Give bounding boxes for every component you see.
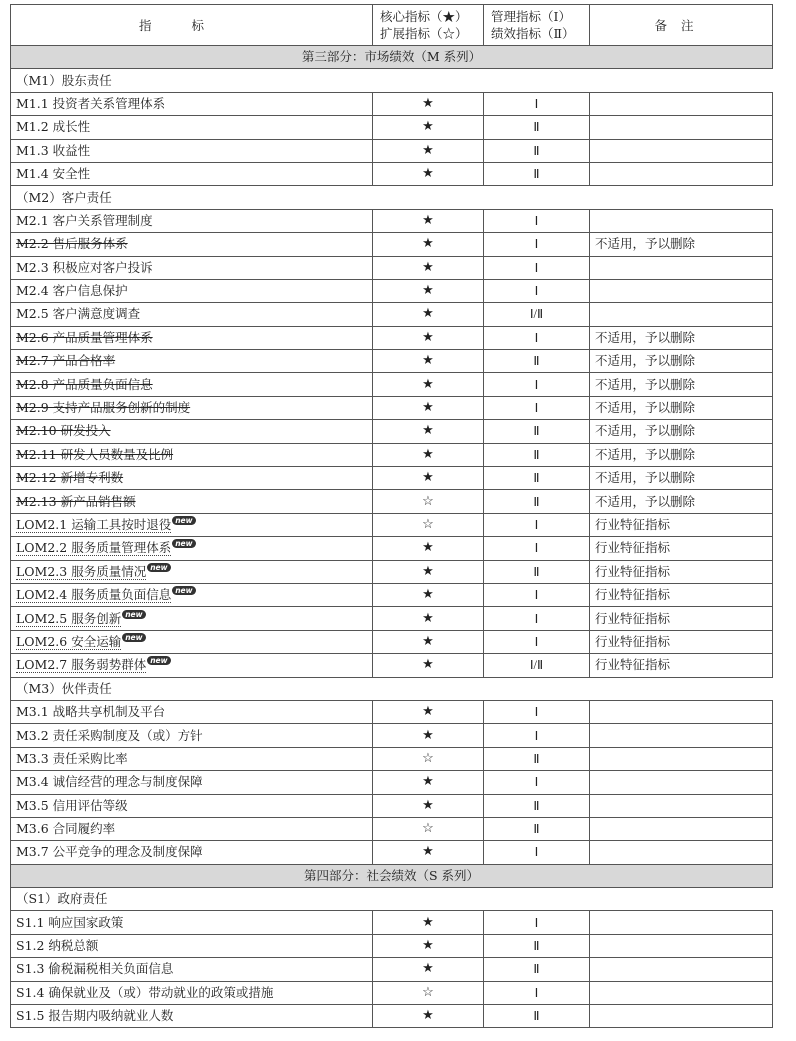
table-row bbox=[11, 817, 773, 840]
table-row bbox=[11, 303, 773, 326]
note-cell: 不适用，予以删除 bbox=[590, 467, 773, 490]
header-core-line1: 核心指标（★） bbox=[380, 9, 468, 24]
indicator-name: M2.11 研发人员数量及比例 bbox=[16, 446, 174, 462]
core-star-icon: ★ bbox=[373, 92, 484, 115]
note-cell bbox=[590, 209, 773, 232]
indicator-name: M3.1 战略共享机制及平台 bbox=[16, 704, 166, 720]
core-star-icon: ★ bbox=[373, 350, 484, 373]
indicator-cell bbox=[11, 326, 373, 349]
table-row bbox=[11, 490, 773, 513]
table-row bbox=[11, 583, 773, 606]
table-row bbox=[11, 630, 773, 653]
note-cell bbox=[590, 1005, 773, 1028]
note-cell: 行业特征指标 bbox=[590, 630, 773, 653]
table-row bbox=[11, 350, 773, 373]
indicator-cell bbox=[11, 911, 373, 934]
indicator-cell bbox=[11, 747, 373, 770]
core-star-icon: ★ bbox=[373, 841, 484, 864]
indicator-cell bbox=[11, 420, 373, 443]
note-cell: 不适用，予以删除 bbox=[590, 443, 773, 466]
note-cell bbox=[590, 934, 773, 957]
indicator-type: Ⅱ bbox=[484, 958, 590, 981]
indicator-type: Ⅰ bbox=[484, 396, 590, 419]
indicator-cell bbox=[11, 139, 373, 162]
table-header bbox=[11, 5, 773, 46]
indicator-name: LOM2.5 服务创新 bbox=[16, 610, 122, 626]
indicator-cell bbox=[11, 92, 373, 115]
core-star-icon: ★ bbox=[373, 958, 484, 981]
core-star-icon: ★ bbox=[373, 794, 484, 817]
indicator-type: Ⅱ bbox=[484, 794, 590, 817]
group-header-row bbox=[11, 69, 773, 92]
note-cell bbox=[590, 279, 773, 302]
indicator-table bbox=[10, 4, 773, 1028]
indicator-name: LOM2.3 服务质量情况 bbox=[16, 563, 147, 579]
new-badge-icon: new bbox=[172, 539, 195, 548]
indicator-name: M2.1 客户关系管理制度 bbox=[16, 212, 153, 228]
table-row bbox=[11, 724, 773, 747]
core-star-icon: ★ bbox=[373, 1005, 484, 1028]
indicator-name: S1.3 偷税漏税相关负面信息 bbox=[16, 961, 174, 977]
new-badge-icon: new bbox=[122, 610, 145, 619]
indicator-name: M3.7 公平竞争的理念及制度保障 bbox=[16, 844, 203, 860]
note-cell bbox=[590, 700, 773, 723]
core-star-icon: ★ bbox=[373, 139, 484, 162]
note-cell bbox=[590, 841, 773, 864]
header-type-line2: 绩效指标（Ⅱ） bbox=[491, 26, 575, 41]
group-header-row bbox=[11, 677, 773, 700]
indicator-name: M2.10 研发投入 bbox=[16, 423, 111, 439]
note-cell: 行业特征指标 bbox=[590, 607, 773, 630]
indicator-cell bbox=[11, 373, 373, 396]
indicator-name: M2.9 支持产品服务创新的制度 bbox=[16, 400, 191, 416]
indicator-name: M2.5 客户满意度调查 bbox=[16, 306, 141, 322]
note-cell: 不适用，予以删除 bbox=[590, 396, 773, 419]
core-star-icon: ★ bbox=[373, 700, 484, 723]
indicator-cell bbox=[11, 934, 373, 957]
new-badge-icon: new bbox=[147, 563, 170, 572]
core-star-icon: ★ bbox=[373, 233, 484, 256]
indicator-name: M2.4 客户信息保护 bbox=[16, 283, 128, 299]
extended-star-icon: ☆ bbox=[373, 817, 484, 840]
note-cell: 行业特征指标 bbox=[590, 513, 773, 536]
table-row bbox=[11, 162, 773, 185]
indicator-type: Ⅱ bbox=[484, 116, 590, 139]
table-row bbox=[11, 654, 773, 677]
indicator-name: S1.4 确保就业及（或）带动就业的政策或措施 bbox=[16, 984, 274, 1000]
indicator-type: Ⅰ bbox=[484, 513, 590, 536]
indicator-type: Ⅰ bbox=[484, 607, 590, 630]
indicator-type: Ⅰ/Ⅱ bbox=[484, 654, 590, 677]
extended-star-icon: ☆ bbox=[373, 747, 484, 770]
indicator-name: M3.4 诚信经营的理念与制度保障 bbox=[16, 774, 203, 790]
indicator-cell bbox=[11, 958, 373, 981]
indicator-name: M3.5 信用评估等级 bbox=[16, 797, 128, 813]
indicator-type: Ⅰ bbox=[484, 209, 590, 232]
header-management-performance bbox=[484, 5, 590, 46]
note-cell: 不适用，予以删除 bbox=[590, 420, 773, 443]
indicator-cell bbox=[11, 116, 373, 139]
section-header-row bbox=[11, 864, 773, 887]
indicator-type: Ⅱ bbox=[484, 747, 590, 770]
group-header-row bbox=[11, 888, 773, 911]
note-cell bbox=[590, 771, 773, 794]
core-star-icon: ★ bbox=[373, 630, 484, 653]
indicator-cell bbox=[11, 443, 373, 466]
table-body bbox=[11, 46, 773, 1028]
indicator-name: M3.2 责任采购制度及（或）方针 bbox=[16, 727, 203, 743]
note-cell bbox=[590, 747, 773, 770]
indicator-cell bbox=[11, 162, 373, 185]
indicator-cell bbox=[11, 794, 373, 817]
core-star-icon: ★ bbox=[373, 537, 484, 560]
indicator-name: LOM2.2 服务质量管理体系 bbox=[16, 540, 172, 556]
indicator-cell bbox=[11, 1005, 373, 1028]
core-star-icon: ★ bbox=[373, 607, 484, 630]
core-star-icon: ★ bbox=[373, 256, 484, 279]
core-star-icon: ★ bbox=[373, 420, 484, 443]
core-star-icon: ★ bbox=[373, 116, 484, 139]
indicator-cell bbox=[11, 256, 373, 279]
indicator-cell bbox=[11, 279, 373, 302]
indicator-type: Ⅰ bbox=[484, 233, 590, 256]
new-badge-icon: new bbox=[172, 516, 195, 525]
note-cell: 不适用，予以删除 bbox=[590, 373, 773, 396]
indicator-name: M1.4 安全性 bbox=[16, 166, 91, 182]
indicator-cell bbox=[11, 537, 373, 560]
indicator-name: LOM2.1 运输工具按时退役 bbox=[16, 517, 172, 532]
indicator-type: Ⅱ bbox=[484, 139, 590, 162]
core-star-icon: ★ bbox=[373, 654, 484, 677]
indicator-name: M2.8 产品质量负面信息 bbox=[16, 376, 153, 392]
table-row bbox=[11, 981, 773, 1004]
core-star-icon: ★ bbox=[373, 303, 484, 326]
table-row bbox=[11, 233, 773, 256]
indicator-type: Ⅱ bbox=[484, 443, 590, 466]
note-cell bbox=[590, 911, 773, 934]
indicator-type: Ⅰ bbox=[484, 841, 590, 864]
extended-star-icon: ☆ bbox=[373, 981, 484, 1004]
table-row bbox=[11, 747, 773, 770]
group-title: （M2）客户责任 bbox=[11, 186, 773, 209]
core-star-icon: ★ bbox=[373, 162, 484, 185]
indicator-cell bbox=[11, 724, 373, 747]
indicator-type: Ⅰ bbox=[484, 911, 590, 934]
new-badge-icon: new bbox=[172, 586, 195, 595]
indicator-cell bbox=[11, 607, 373, 630]
table-row bbox=[11, 116, 773, 139]
header-core-extended bbox=[373, 5, 484, 46]
indicator-type: Ⅰ bbox=[484, 326, 590, 349]
indicator-cell bbox=[11, 583, 373, 606]
header-indicator: 指标 bbox=[11, 5, 373, 46]
table-row bbox=[11, 326, 773, 349]
table-row bbox=[11, 841, 773, 864]
core-star-icon: ★ bbox=[373, 279, 484, 302]
core-star-icon: ★ bbox=[373, 209, 484, 232]
indicator-type: Ⅱ bbox=[484, 1005, 590, 1028]
indicator-type: Ⅰ bbox=[484, 981, 590, 1004]
indicator-cell bbox=[11, 209, 373, 232]
indicator-cell bbox=[11, 817, 373, 840]
core-star-icon: ★ bbox=[373, 934, 484, 957]
table-row bbox=[11, 607, 773, 630]
indicator-type: Ⅰ/Ⅱ bbox=[484, 303, 590, 326]
table-row bbox=[11, 513, 773, 536]
table-row bbox=[11, 700, 773, 723]
table-row bbox=[11, 467, 773, 490]
indicator-cell bbox=[11, 303, 373, 326]
group-title: （M1）股东责任 bbox=[11, 69, 773, 92]
core-star-icon: ★ bbox=[373, 771, 484, 794]
note-cell: 行业特征指标 bbox=[590, 560, 773, 583]
indicator-type: Ⅱ bbox=[484, 420, 590, 443]
note-cell: 行业特征指标 bbox=[590, 537, 773, 560]
note-cell: 行业特征指标 bbox=[590, 583, 773, 606]
section-header-row bbox=[11, 46, 773, 69]
indicator-type: Ⅱ bbox=[484, 817, 590, 840]
core-star-icon: ★ bbox=[373, 373, 484, 396]
new-badge-icon: new bbox=[122, 633, 145, 642]
group-title: （M3）伙伴责任 bbox=[11, 677, 773, 700]
indicator-cell bbox=[11, 467, 373, 490]
indicator-type: Ⅱ bbox=[484, 490, 590, 513]
header-type-line1: 管理指标（Ⅰ） bbox=[491, 9, 571, 24]
note-cell bbox=[590, 958, 773, 981]
indicator-cell bbox=[11, 233, 373, 256]
note-cell bbox=[590, 92, 773, 115]
indicator-type: Ⅰ bbox=[484, 256, 590, 279]
core-star-icon: ★ bbox=[373, 911, 484, 934]
core-star-icon: ★ bbox=[373, 724, 484, 747]
group-header-row bbox=[11, 186, 773, 209]
indicator-cell bbox=[11, 700, 373, 723]
indicator-name: M2.2 售后服务体系 bbox=[16, 236, 128, 252]
note-cell: 不适用，予以删除 bbox=[590, 326, 773, 349]
extended-star-icon: ☆ bbox=[373, 490, 484, 513]
table-row bbox=[11, 771, 773, 794]
indicator-type: Ⅰ bbox=[484, 537, 590, 560]
indicator-name: M3.6 合同履约率 bbox=[16, 821, 116, 837]
indicator-name: LOM2.4 服务质量负面信息 bbox=[16, 587, 172, 603]
indicator-name: M1.2 成长性 bbox=[16, 119, 91, 135]
indicator-name: M2.7 产品合格率 bbox=[16, 353, 116, 369]
table-row bbox=[11, 537, 773, 560]
indicator-table-container bbox=[10, 4, 772, 1028]
header-note: 备注 bbox=[590, 5, 773, 46]
note-cell bbox=[590, 139, 773, 162]
section-title: 第四部分：社会绩效（S 系列） bbox=[11, 864, 773, 887]
note-cell: 不适用，予以删除 bbox=[590, 233, 773, 256]
indicator-type: Ⅰ bbox=[484, 583, 590, 606]
table-row bbox=[11, 209, 773, 232]
indicator-name: LOM2.7 服务弱势群体 bbox=[16, 657, 147, 673]
table-row bbox=[11, 396, 773, 419]
indicator-type: Ⅰ bbox=[484, 630, 590, 653]
indicator-name: M3.3 责任采购比率 bbox=[16, 750, 128, 766]
indicator-name: M2.13 新产品销售额 bbox=[16, 493, 136, 509]
core-star-icon: ★ bbox=[373, 583, 484, 606]
extended-star-icon: ☆ bbox=[373, 513, 484, 536]
indicator-type: Ⅰ bbox=[484, 724, 590, 747]
indicator-type: Ⅰ bbox=[484, 279, 590, 302]
table-row bbox=[11, 958, 773, 981]
indicator-type: Ⅱ bbox=[484, 467, 590, 490]
core-star-icon: ★ bbox=[373, 560, 484, 583]
note-cell bbox=[590, 162, 773, 185]
note-cell bbox=[590, 817, 773, 840]
indicator-type: Ⅱ bbox=[484, 350, 590, 373]
core-star-icon: ★ bbox=[373, 326, 484, 349]
indicator-name: S1.2 纳税总额 bbox=[16, 938, 99, 954]
indicator-cell bbox=[11, 841, 373, 864]
indicator-name: M1.3 收益性 bbox=[16, 142, 91, 158]
note-cell: 不适用，予以删除 bbox=[590, 490, 773, 513]
indicator-name: M1.1 投资者关系管理体系 bbox=[16, 95, 166, 111]
table-row bbox=[11, 794, 773, 817]
table-row bbox=[11, 279, 773, 302]
core-star-icon: ★ bbox=[373, 396, 484, 419]
indicator-type: Ⅰ bbox=[484, 373, 590, 396]
indicator-name: LOM2.6 安全运输 bbox=[16, 633, 122, 649]
group-title: （S1）政府责任 bbox=[11, 888, 773, 911]
indicator-type: Ⅱ bbox=[484, 162, 590, 185]
note-cell bbox=[590, 256, 773, 279]
note-cell bbox=[590, 794, 773, 817]
core-star-icon: ★ bbox=[373, 467, 484, 490]
indicator-cell bbox=[11, 396, 373, 419]
indicator-type: Ⅰ bbox=[484, 771, 590, 794]
indicator-cell bbox=[11, 513, 373, 536]
indicator-cell bbox=[11, 350, 373, 373]
indicator-cell bbox=[11, 981, 373, 1004]
table-row bbox=[11, 373, 773, 396]
note-cell bbox=[590, 116, 773, 139]
indicator-type: Ⅱ bbox=[484, 560, 590, 583]
note-cell: 不适用，予以删除 bbox=[590, 350, 773, 373]
table-row bbox=[11, 92, 773, 115]
table-row bbox=[11, 911, 773, 934]
section-title: 第三部分：市场绩效（M 系列） bbox=[11, 46, 773, 69]
header-core-line2: 扩展指标（☆） bbox=[380, 26, 468, 41]
table-row bbox=[11, 139, 773, 162]
note-cell bbox=[590, 981, 773, 1004]
indicator-cell bbox=[11, 654, 373, 677]
table-row bbox=[11, 934, 773, 957]
table-row bbox=[11, 1005, 773, 1028]
indicator-cell bbox=[11, 490, 373, 513]
indicator-cell bbox=[11, 630, 373, 653]
note-cell bbox=[590, 303, 773, 326]
indicator-name: M2.12 新增专利数 bbox=[16, 470, 124, 486]
indicator-type: Ⅰ bbox=[484, 700, 590, 723]
indicator-cell bbox=[11, 771, 373, 794]
note-cell bbox=[590, 724, 773, 747]
table-row bbox=[11, 256, 773, 279]
indicator-type: Ⅱ bbox=[484, 934, 590, 957]
table-row bbox=[11, 560, 773, 583]
core-star-icon: ★ bbox=[373, 443, 484, 466]
indicator-name: S1.5 报告期内吸纳就业人数 bbox=[16, 1008, 174, 1024]
indicator-name: M2.3 积极应对客户投诉 bbox=[16, 259, 153, 275]
indicator-name: S1.1 响应国家政策 bbox=[16, 914, 124, 930]
table-row bbox=[11, 420, 773, 443]
indicator-type: Ⅰ bbox=[484, 92, 590, 115]
indicator-cell bbox=[11, 560, 373, 583]
new-badge-icon: new bbox=[147, 656, 170, 665]
indicator-name: M2.6 产品质量管理体系 bbox=[16, 329, 153, 345]
note-cell: 行业特征指标 bbox=[590, 654, 773, 677]
table-row bbox=[11, 443, 773, 466]
